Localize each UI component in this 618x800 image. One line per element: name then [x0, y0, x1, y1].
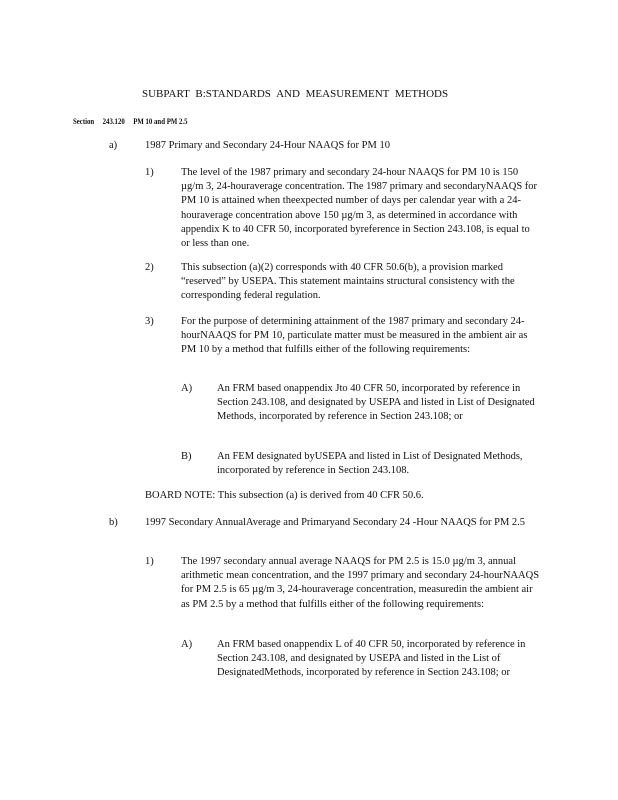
- b1A-text: An FRM based onappendix L of 40 CFR 50, incorporated by reference in Section 243.108, and designated by USEPA and listed in the List of DesignatedMethods, incorporated by reference in Section 243.108; or: [217, 639, 526, 679]
- a3B-label: B): [181, 451, 192, 462]
- a3-text: For the purpose of determining attainment of the 1987 primary and secondary 24-hourNAAQS for PM 10, particulate matter must be measured in the ambient air as PM 10 by a method that fulfills either of the following requirements:: [181, 316, 528, 356]
- subsection-a-heading: 1987 Primary and Secondary 24-Hour NAAQS for PM 10: [145, 140, 390, 151]
- a3A-text: An FRM based onappendix Jto 40 CFR 50, incorporated by reference in Section 243.108, and designated by USEPA and listed in List of Designated Methods, incorporated by reference in Section 243.108; or: [217, 383, 535, 423]
- section-heading: [73, 115, 187, 129]
- section-number: 243.120: [102, 117, 125, 126]
- a3-label: 3): [145, 316, 154, 327]
- a1-label: 1): [145, 167, 154, 178]
- a3B-text: An FEM designated byUSEPA and listed in List of Designated Methods, incorporated by reference in Section 243.108.: [217, 451, 523, 477]
- b1-text: The 1997 secondary annual average NAAQS for PM 2.5 is 15.0 µg/m 3, annual arithmetic mean concentration, and the 1997 primary and secondary 24-hourNAAQS for PM 2.5 is 65 µg/m 3, 24-houraverage concentration, measuredin the ambient air as PM 2.5 by a method that fulfills either of the following requirements:: [181, 556, 540, 610]
- section-title: PM 10 and PM 2.5: [133, 117, 188, 126]
- a3A-label: A): [181, 383, 193, 394]
- a2-text: This subsection (a)(2) corresponds with 40 CFR 50.6(b), a provision marked “reserved” by USEPA. This statement maintains structural consistency with the corresponding federal regulation.: [181, 262, 515, 302]
- subsection-a-label: a): [109, 140, 118, 151]
- a1-text: The level of the 1987 primary and secondary 24-hour NAAQS for PM 10 is 150 µg/m 3, 24-houraverage concentration. The 1987 primary and secondaryNAAQS for PM 10 is attained when theexpected number of days per calendar year with a 24-houraverage concentration above 150 µg/m 3, as determined in accordance with appendix K to 40 CFR 50, incorporated byreference in Section 243.108, is equal to or less than one.: [181, 167, 538, 250]
- b1-label: 1): [145, 556, 154, 567]
- a2-label: 2): [145, 262, 154, 273]
- subpart-title: SUBPART B:STANDARDS AND MEASUREMENT METHODS: [142, 88, 449, 100]
- subsection-b-heading: 1997 Secondary AnnualAverage and Primaryand Secondary 24 -Hour NAAQS for PM 2.5: [145, 517, 526, 528]
- section-label: Section: [73, 117, 95, 126]
- board-note: BOARD NOTE: This subsection (a) is derived from 40 CFR 50.6.: [145, 490, 424, 501]
- subsection-b-label: b): [109, 517, 118, 528]
- b1A-label: A): [181, 639, 193, 650]
